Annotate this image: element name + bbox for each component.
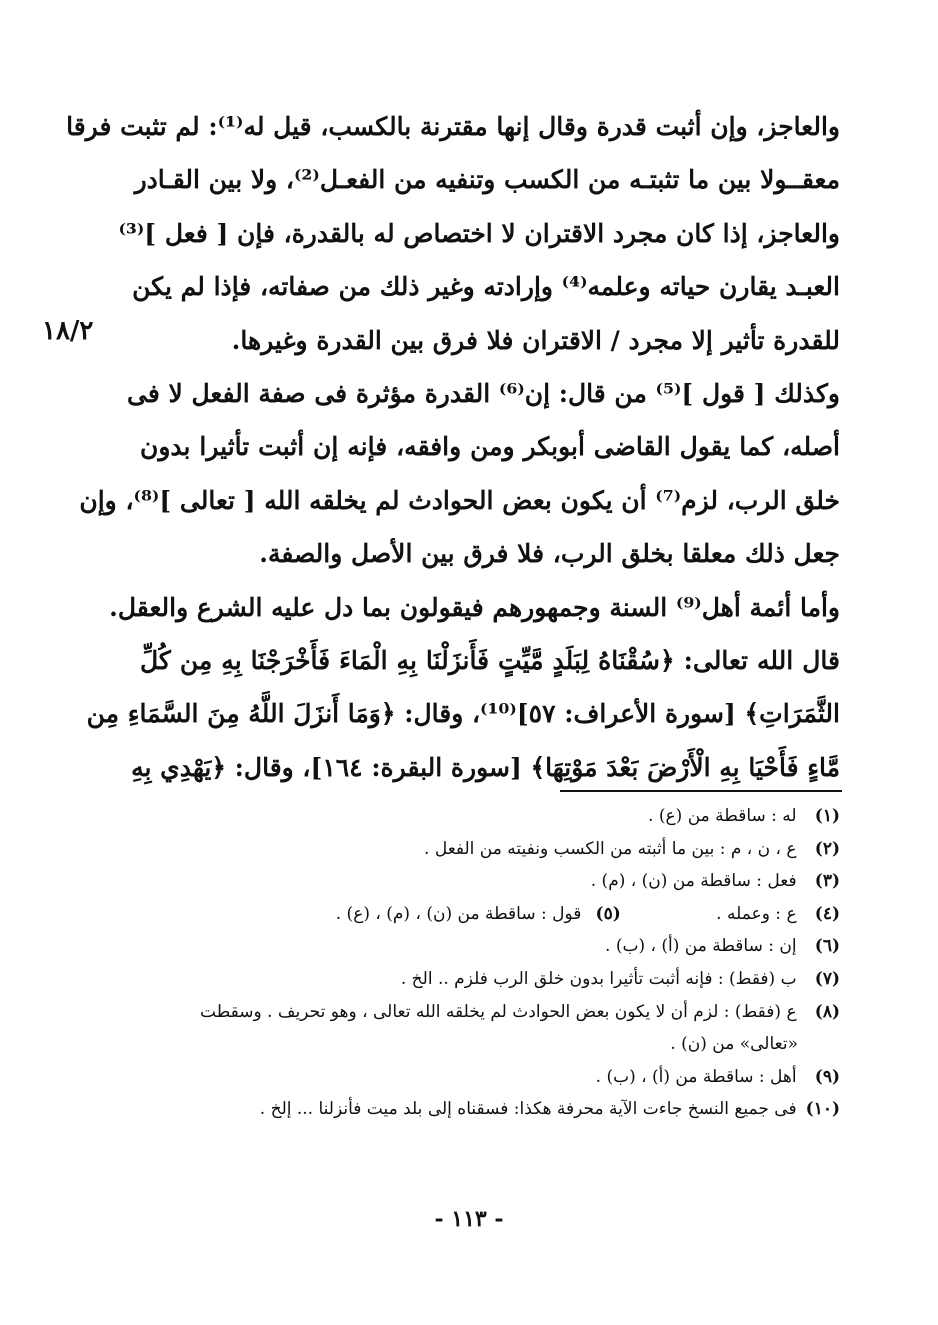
footnote-text: إن : ساقطة من (أ) ، (ب) . bbox=[605, 936, 797, 957]
footnote-text: ب (فقط) : فإنه أثبت تأثيرا بدون خلق الرب فلزم .. الخ . bbox=[400, 968, 797, 989]
footnote bbox=[140, 898, 840, 931]
text-line: خلق الرب، لزم⁽⁷⁾ أن يكون بعض الحوادث لم يخلقه الله [ تعالى ]⁽⁸⁾، وإن bbox=[79, 485, 840, 515]
text-line: قال الله تعالى: ﴿سُقْنَاهُ لِبَلَدٍ مَّيِّتٍ فَأَنزَلْنَا بِهِ الْمَاءَ فَأَخْرَجْنَا بِهِ مِن كُلِّ bbox=[140, 645, 840, 675]
footnote bbox=[140, 930, 840, 963]
footnote bbox=[140, 996, 840, 1029]
page-number: - ١١٣ - bbox=[434, 1206, 504, 1232]
text-line: العبـد يقارن حياته وعلمه⁽⁴⁾ وإرادته وغير ذلك من صفاته، فإذا لم يكن bbox=[132, 272, 840, 302]
footnote-text: ع : وعمله . bbox=[716, 903, 797, 924]
footnote-text: أهل : ساقطة من (أ) ، (ب) . bbox=[595, 1066, 797, 1087]
margin-reference: ١٨/٢ bbox=[42, 316, 94, 346]
footnote-number: (١٠) bbox=[805, 1099, 840, 1120]
footnote-continuation: «تعالى» من (ن) . bbox=[670, 1034, 798, 1055]
footnote-text: له : ساقطة من (ع) . bbox=[648, 806, 797, 826]
footnote-number: (١) bbox=[814, 806, 840, 826]
footnote-number: (٧) bbox=[814, 968, 840, 989]
footnote bbox=[140, 865, 840, 898]
text-line: والعاجز، إذا كان مجرد الاقتران لا اختصاص له بالقدرة، فإن [ فعل ]⁽³⁾ bbox=[118, 218, 840, 248]
text-line: للقدرة تأثير إلا مجرد / الاقتران فلا فرق بين القدرة وغيرها. bbox=[231, 325, 840, 355]
footnote-text: ع (فقط) : لزم أن لا يكون بعض الحوادث لم يخلقه الله تعالى ، وهو تحريف . وسقطت bbox=[200, 1001, 797, 1022]
footnote bbox=[140, 1093, 840, 1126]
text-line: الثَّمَرَاتِ﴾ [سورة الأعراف: ٥٧]⁽¹⁰⁾، وقال: ﴿وَمَا أَنزَلَ اللَّهُ مِنَ السَّمَاءِ مِن bbox=[86, 699, 840, 729]
text-line: وأما أئمة أهل⁽⁹⁾ السنة وجمهورهم فيقولون بما دل عليه الشرع والعقل. bbox=[109, 592, 840, 622]
text-line: وكذلك [ قول ]⁽⁵⁾ من قال: إن⁽⁶⁾ القدرة مؤثرة فى صفة الفعل لا فى bbox=[127, 378, 840, 408]
footnote bbox=[140, 833, 840, 866]
footnote bbox=[140, 963, 840, 996]
footnote-number: (٨) bbox=[814, 1001, 840, 1022]
footnote-text: قول : ساقطة من (ن) ، (م) ، (ع) . bbox=[335, 903, 582, 924]
text-line: أصله، كما يقول القاضى أبوبكر ومن وافقه، فإنه إن أثبت تأثيرا بدون bbox=[140, 432, 840, 462]
footnote-text: فعل : ساقطة من (ن) ، (م) . bbox=[590, 871, 797, 892]
footnote-number: (٦) bbox=[814, 936, 840, 957]
footnote-divider bbox=[560, 790, 842, 792]
footnote bbox=[140, 1061, 840, 1094]
footnote bbox=[140, 800, 840, 833]
text-line: جعل ذلك معلقا بخلق الرب، فلا فرق بين الأصل والصفة. bbox=[259, 539, 840, 569]
footnotes bbox=[140, 800, 840, 1126]
footnote-number: (٩) bbox=[814, 1066, 840, 1087]
footnote-number: (٥) bbox=[595, 903, 621, 924]
footnote-number: (٢) bbox=[814, 838, 840, 859]
text-line: والعاجز، وإن أثبت قدرة وقال إنها مقترنة بالكسب، قيل له⁽¹⁾: لم تثبت فرقا bbox=[66, 112, 840, 141]
footnote-number: (٤) bbox=[814, 903, 840, 924]
footnote-inline bbox=[336, 898, 621, 931]
text-line: معقــولا بين ما تثبتـه من الكسب وتنفيه من الفعـل⁽²⁾، ولا بين القـادر bbox=[134, 165, 840, 195]
text-line: مَّاءٍ فَأَحْيَا بِهِ الْأَرْضَ بَعْدَ مَوْتِهَا﴾ [سورة البقرة: ١٦٤]، وقال: ﴿يَهْدِي بِهِ bbox=[131, 752, 840, 782]
footnote-number: (٣) bbox=[814, 871, 840, 892]
footnote-text: فى جميع النسخ جاءت الآية محرفة هكذا: فسقناه إلى بلد ميت فأنزلنا ... إلخ . bbox=[259, 1099, 797, 1120]
footnote-text: ع ، ن ، م : بين ما أثبته من الكسب ونفيته من الفعل . bbox=[424, 838, 797, 859]
